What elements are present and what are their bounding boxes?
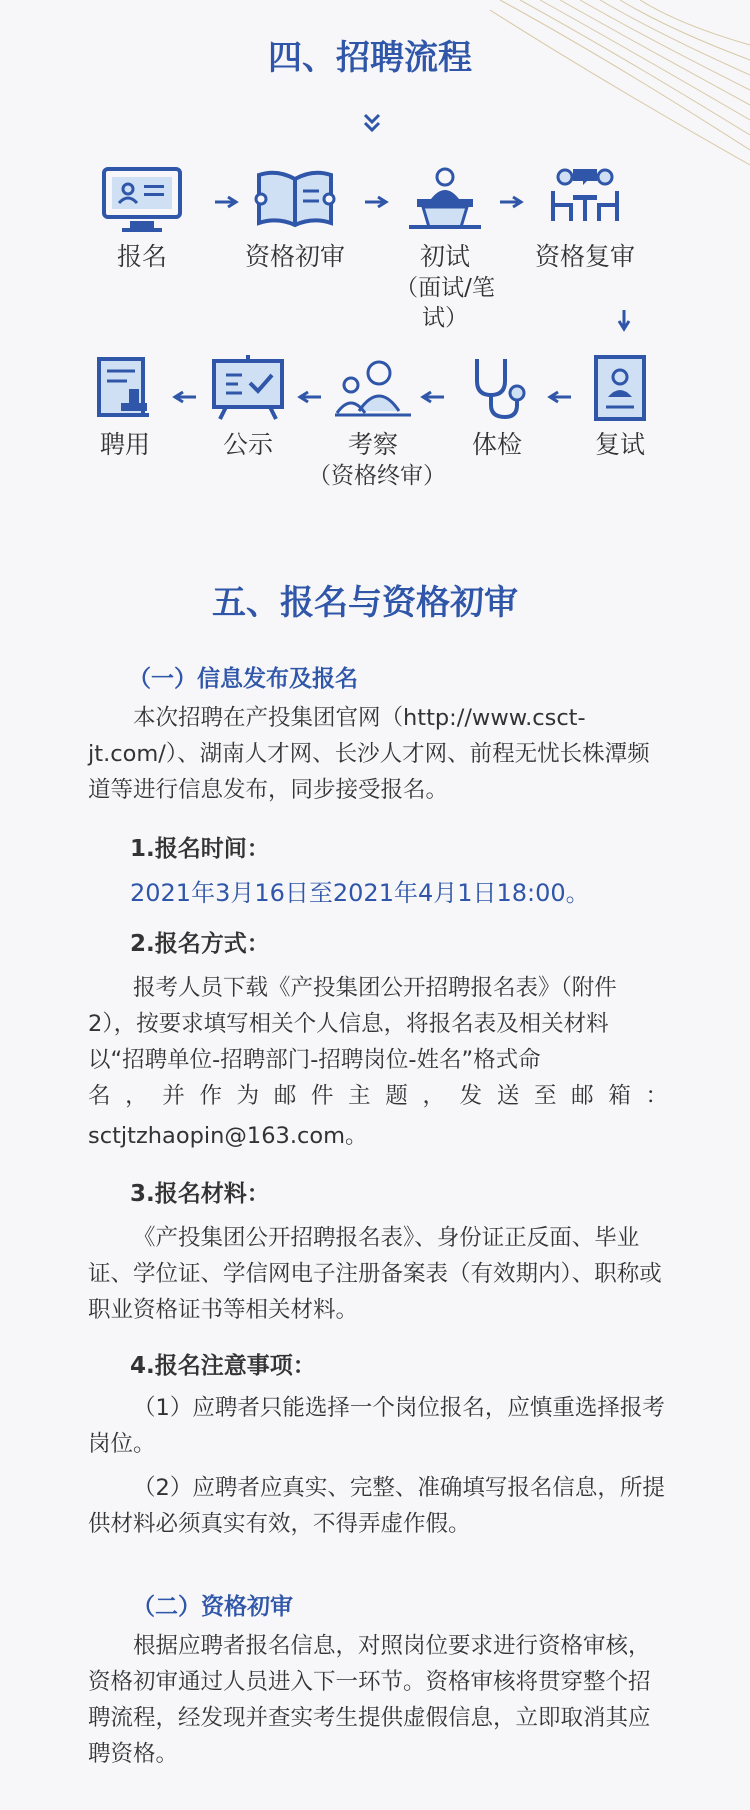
step-sublabel: （资格终审） <box>308 463 446 489</box>
registration-date: 2021年3月16日至2021年4月1日18:00。 <box>130 879 590 907</box>
step-label: 资格初审 <box>244 242 345 271</box>
method-line: 名，并作为邮件主题，发送至邮箱： <box>88 1083 668 1109</box>
step-label: 聘用 <box>99 430 150 459</box>
monitor-id-icon <box>100 165 184 235</box>
paragraph-materials: 《产投集团公开招聘报名表》、身份证正反面、毕业证、学位证、学信网电子注册备案表（有效期内）、职称或职业资格证书等相关材料。 <box>88 1225 662 1323</box>
certificate-person-icon <box>578 353 662 423</box>
flow-step-publicity <box>183 353 313 461</box>
flow-step-inspection <box>308 353 446 491</box>
method-line: 以“招聘单位-招聘部门-招聘岗位-姓名”格式命 <box>88 1047 541 1073</box>
method-line: 报考人员下载《产投集团公开招聘报名表》（附件 <box>133 975 617 1001</box>
decorative-lines <box>490 0 750 170</box>
step-label: 公示 <box>222 430 273 459</box>
subheading-info-release: （一）信息发布及报名 <box>128 666 358 692</box>
method-line: 2），按要求填写相关个人信息，将报名表及相关材料 <box>88 1011 609 1037</box>
lectern-speaker-icon <box>403 165 487 235</box>
item-heading-method: 2.报名方式： <box>130 931 270 957</box>
notice-board-icon <box>206 353 290 423</box>
flow-step-medical <box>432 353 562 461</box>
flow-step-initial-review <box>230 165 360 273</box>
flow-step-register <box>77 165 207 273</box>
paragraph-initial-review: 根据应聘者报名信息，对照岗位要求进行资格审核，资格初审通过人员进入下一环节。资格审核将贯穿整个招聘流程，经发现并查实考生提供虚假信息，立即取消其应聘资格。 <box>88 1633 651 1767</box>
open-book-icon <box>253 165 337 235</box>
step-sublabel: （面试/笔试） <box>395 275 495 331</box>
step-label: 复试 <box>594 430 645 459</box>
arrow-down-icon <box>617 310 631 334</box>
subheading-initial-review: （二）资格初审 <box>132 1594 293 1620</box>
item-heading-materials: 3.报名材料： <box>130 1181 270 1207</box>
section-title-registration: 五、报名与资格初审 <box>212 583 518 623</box>
step-label: 初试 <box>419 242 470 271</box>
step-label: 体检 <box>471 430 522 459</box>
paragraph-release-intro: 本次招聘在产投集团官网（http://www.csct-jt.com/）、湖南人才网、长沙人才网、前程无忧长株潭频道等进行信息发布，同步接受报名。 <box>88 705 650 803</box>
section-title-recruitment-flow: 四、招聘流程 <box>268 38 472 78</box>
item-heading-time: 1.报名时间： <box>130 836 270 862</box>
item-heading-notes: 4.报名注意事项： <box>130 1353 316 1379</box>
contract-stamp-icon <box>83 353 167 423</box>
note-1: （1）应聘者只能选择一个岗位报名，应慎重选择报考岗位。 <box>88 1395 665 1457</box>
email-address: sctjtzhaopin@163.com。 <box>88 1123 368 1149</box>
paragraph-method <box>88 970 668 1154</box>
interview-chairs-icon <box>543 165 627 235</box>
stethoscope-icon <box>455 353 539 423</box>
people-group-icon <box>331 353 415 423</box>
flow-step-hire <box>60 353 190 461</box>
step-label: 考察 <box>347 430 398 459</box>
step-label: 报名 <box>116 242 167 271</box>
step-label: 资格复审 <box>534 242 635 271</box>
note-2: （2）应聘者应真实、完整、准确填写报名信息，所提供材料必须真实有效，不得弄虚作假。 <box>88 1475 665 1537</box>
flow-step-first-exam <box>380 165 510 333</box>
chevron-down-icon <box>360 112 384 138</box>
flow-step-second-review <box>520 165 650 273</box>
flow-step-second-exam <box>555 353 685 461</box>
